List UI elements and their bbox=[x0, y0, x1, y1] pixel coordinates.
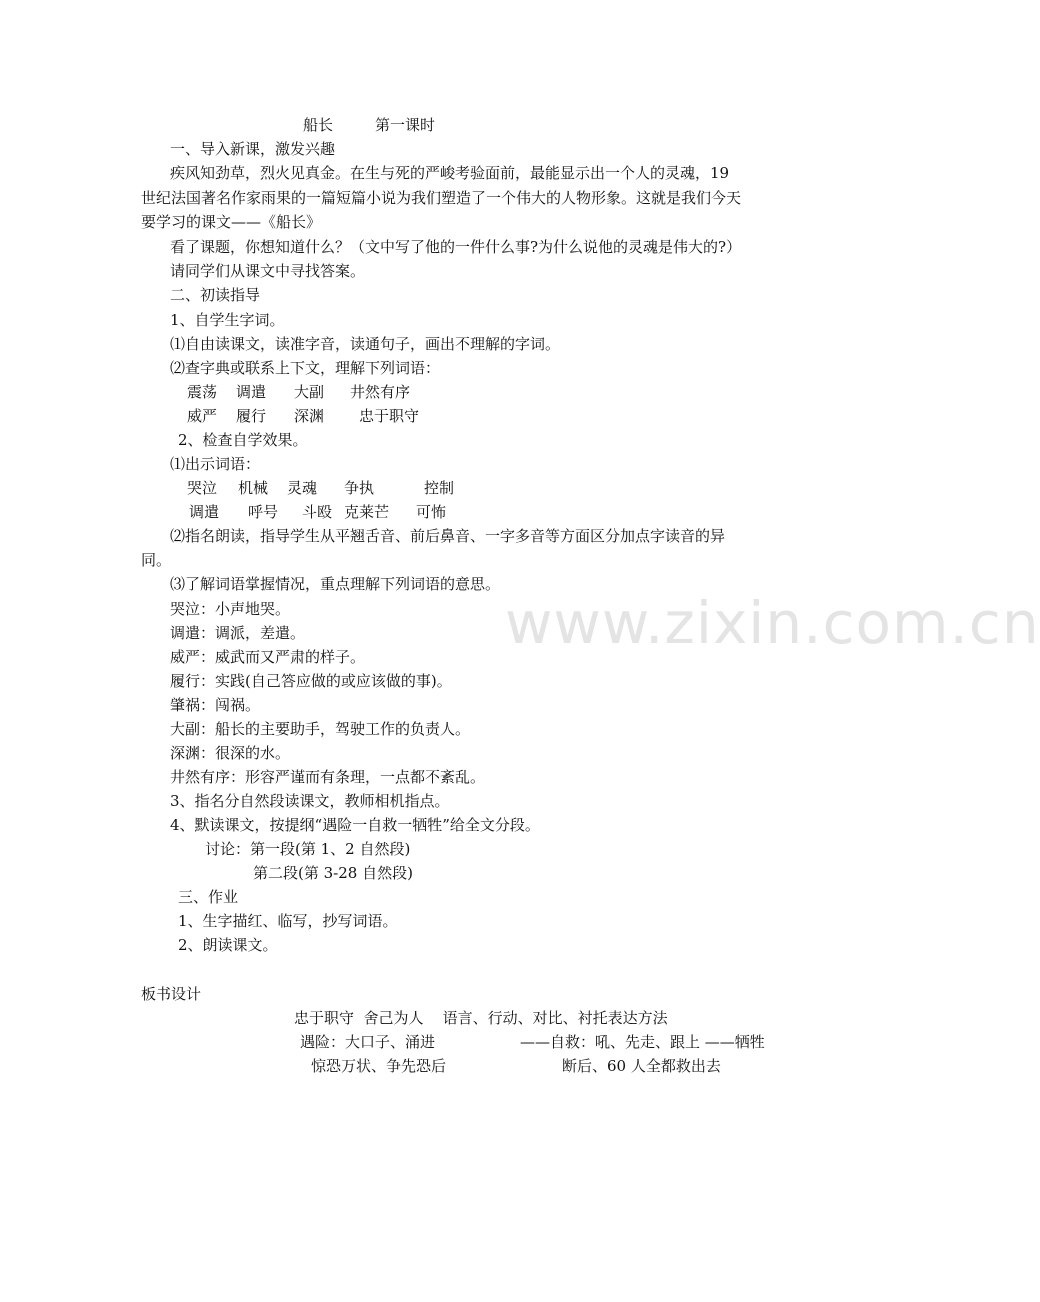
vocab-word: 忠于职守 bbox=[359, 407, 420, 425]
definition-item: 深渊：很深的水。 bbox=[170, 744, 291, 762]
section1-heading: 一、导入新课，激发兴趣 bbox=[170, 140, 336, 158]
vocab-word: 井然有序 bbox=[350, 383, 411, 401]
lesson-title: 船长 bbox=[303, 116, 334, 134]
discussion-line-2: 第二段(第 3-28 自然段) bbox=[253, 864, 413, 882]
definition-item: 哭泣：小声地哭。 bbox=[170, 600, 291, 618]
step3: 3、指名分自然段读课文，教师相机指点。 bbox=[170, 792, 450, 810]
intro-line-2: 世纪法国著名作家雨果的一篇短篇小说为我们塑造了一个伟大的人物形象。这就是我们今天 bbox=[141, 189, 742, 207]
step2-1: ⑴出示词语： bbox=[170, 455, 261, 473]
intro-line-1: 疾风知劲草，烈火见真金。在生与死的严峻考验面前，最能显示出一个人的灵魂，19 bbox=[170, 164, 730, 182]
vocab-word: 深渊 bbox=[294, 407, 325, 425]
prompt-line: 请同学们从课文中寻找答案。 bbox=[170, 262, 366, 280]
vocab-word: 大副 bbox=[294, 383, 325, 401]
step2-3: ⑶了解词语掌握情况，重点理解下列词语的意思。 bbox=[170, 575, 501, 593]
definition-item: 肇祸：闯祸。 bbox=[170, 696, 261, 714]
board-design-heading: 板书设计 bbox=[141, 985, 202, 1003]
homework-item: 2、朗读课文。 bbox=[178, 936, 278, 954]
question-line: 看了课题，你想知道什么？（文中写了他的一件什么事?为什么说他的灵魂是伟大的?） bbox=[170, 238, 742, 256]
shown-word: 争执 bbox=[344, 479, 375, 497]
board-line-3-left: 惊恐万状、争先恐后 bbox=[311, 1057, 447, 1075]
step1: 1、自学生字词。 bbox=[170, 311, 285, 329]
shown-word: 调遣 bbox=[189, 503, 220, 521]
step1-1: ⑴自由读课文，读准字音，读通句子，画出不理解的字词。 bbox=[170, 335, 561, 353]
vocab-word: 威严 bbox=[187, 407, 218, 425]
shown-word: 机械 bbox=[238, 479, 269, 497]
board-line-1: 忠于职守 舍己为人 语言、行动、对比、衬托表达方法 bbox=[294, 1009, 668, 1027]
intro-line-3: 要学习的课文——《船长》 bbox=[141, 213, 322, 231]
discussion-line-1: 讨论：第一段(第 1、2 自然段) bbox=[205, 840, 411, 858]
lesson-period: 第一课时 bbox=[375, 116, 436, 134]
definition-item: 履行：实践(自己答应做的或应该做的事)。 bbox=[170, 672, 452, 690]
shown-word: 斗殴 bbox=[302, 503, 333, 521]
page-title bbox=[303, 113, 435, 137]
watermark-text: www.zixin.com.cn bbox=[505, 589, 1040, 657]
board-line-3-right: 断后、60 人全都救出去 bbox=[562, 1057, 721, 1075]
definition-item: 大副：船长的主要助手，驾驶工作的负责人。 bbox=[170, 720, 471, 738]
vocab-word: 调遣 bbox=[236, 383, 267, 401]
step2-2-line-1: ⑵指名朗读，指导学生从平翘舌音、前后鼻音、一字多音等方面区分加点字读音的异 bbox=[170, 527, 726, 545]
homework-item: 1、生字描红、临写，抄写词语。 bbox=[178, 912, 398, 930]
step1-2: ⑵查字典或联系上下文，理解下列词语： bbox=[170, 359, 441, 377]
definition-item: 调遣：调派，差遣。 bbox=[170, 624, 306, 642]
step4: 4、默读课文，按提纲“遇险一自救一牺牲”给全文分段。 bbox=[170, 816, 540, 834]
shown-word: 可怖 bbox=[416, 503, 447, 521]
step2: 2、检查自学效果。 bbox=[178, 431, 308, 449]
shown-word: 克莱芒 bbox=[344, 503, 390, 521]
section2-heading: 二、初读指导 bbox=[170, 286, 261, 304]
section3-heading: 三、作业 bbox=[178, 888, 239, 906]
board-line-2-right: ——自救：吼、先走、跟上 ——牺牲 bbox=[520, 1033, 765, 1051]
shown-word: 呼号 bbox=[248, 503, 279, 521]
definition-item: 威严：威武而又严肃的样子。 bbox=[170, 648, 366, 666]
shown-word: 哭泣 bbox=[187, 479, 218, 497]
vocab-word: 震荡 bbox=[187, 383, 218, 401]
vocab-word: 履行 bbox=[236, 407, 267, 425]
definition-item: 井然有序：形容严谨而有条理，一点都不紊乱。 bbox=[170, 768, 486, 786]
shown-word: 灵魂 bbox=[287, 479, 318, 497]
step2-2-line-2: 同。 bbox=[141, 551, 172, 569]
shown-word: 控制 bbox=[424, 479, 455, 497]
board-line-2-left: 遇险：大口子、涌进 bbox=[300, 1033, 436, 1051]
